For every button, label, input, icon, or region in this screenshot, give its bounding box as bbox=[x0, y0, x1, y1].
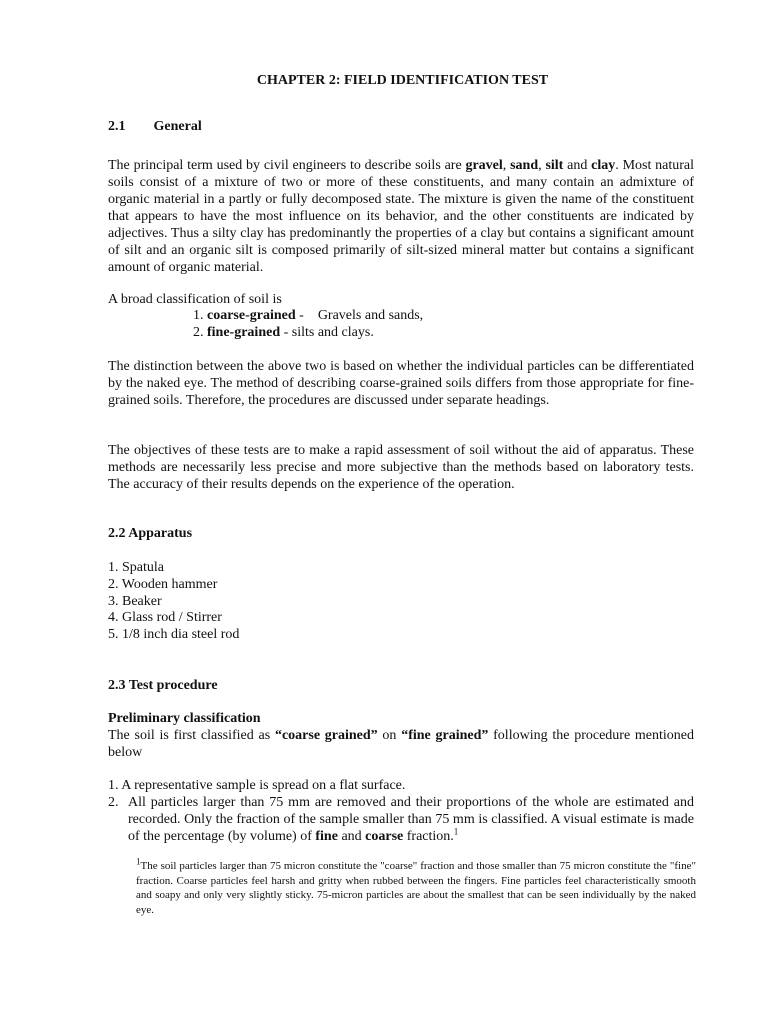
paragraph-distinction: The distinction between the above two is based on whether the individual particles can be differentiated by the naked eye. The method of describing coarse-grained soils differs from those appropriate for fine-grained soils. Therefore, the procedures are discussed under separate headings. bbox=[108, 359, 694, 408]
text-run: on bbox=[377, 728, 402, 743]
section-title: General bbox=[153, 119, 202, 134]
chapter-title: CHAPTER 2: FIELD IDENTIFICATION TEST bbox=[256, 73, 549, 88]
apparatus-item: 3. Beaker bbox=[108, 594, 162, 609]
term-fine-grained-quoted: “fine grained” bbox=[401, 728, 489, 743]
footnote-text: The soil particles larger than 75 micron constitute the "coarse" fraction and those smaller than 75 micron constitute the "fine" fraction. Coarse particles feel harsh and gritty when rubbed between the fingers. Fine particles feel characteristically smooth and soapy and only very slightly sticky. 75-micron particles are about the smallest that can be seen individually by the naked eye. bbox=[136, 860, 696, 916]
term-coarse-grained-quoted: “coarse grained” bbox=[274, 728, 378, 743]
footnote-marker: 1 bbox=[136, 856, 141, 867]
text-run: and bbox=[563, 158, 592, 173]
section-number: 2.1 bbox=[108, 119, 126, 134]
text-run: following the procedure mentioned below bbox=[108, 728, 695, 760]
term-fine: fine bbox=[315, 829, 338, 844]
term-coarse: coarse bbox=[365, 829, 404, 844]
apparatus-item: 4. Glass rod / Stirrer bbox=[108, 610, 222, 625]
footnote bbox=[136, 856, 696, 917]
apparatus-item: 2. Wooden hammer bbox=[108, 577, 218, 592]
paragraph-objectives: The objectives of these tests are to make a rapid assessment of soil without the aid of apparatus. These methods are necessarily less precise and more subjective than the methods based on laboratory tests. The accuracy of their results depends on the experience of the operation. bbox=[108, 443, 694, 492]
text-run: , bbox=[502, 158, 511, 173]
text-run: The soil is first classified as bbox=[108, 728, 275, 743]
classification-item bbox=[193, 307, 423, 324]
text-run: , bbox=[538, 158, 546, 173]
text-run: . Most natural soils consist of a mixture of two or more of these constituents, and many contain an admixture of organic material in a partly or fully decomposed state. The mixture is given the name of the constituent that appears to have the most influence on its behavior, and the other constituents are indicated by adjectives. Thus a silty clay has predominantly the properties of a clay but contains a significant amount of silt and an organic silt is composed primarily of silt-sized mineral matter but contains a significant amount of organic material. bbox=[108, 158, 695, 275]
text-run: and bbox=[337, 829, 366, 844]
step-1: 1. A representative sample is spread on a flat surface. bbox=[108, 778, 406, 793]
text-run: fraction. bbox=[403, 829, 454, 844]
classification-intro: A broad classification of soil is bbox=[108, 292, 282, 307]
classification-item bbox=[193, 324, 374, 341]
footnote-reference[interactable]: 1 bbox=[453, 826, 459, 837]
item-text: - silts and clays. bbox=[280, 325, 374, 340]
paragraph-preliminary bbox=[108, 727, 694, 761]
item-number: 2. bbox=[193, 325, 204, 340]
item-number: 1. bbox=[193, 308, 204, 323]
section-2-1-heading bbox=[108, 119, 202, 135]
step-2-number: 2. bbox=[108, 795, 119, 810]
term-fine-grained: fine-grained bbox=[207, 325, 281, 340]
term-clay: clay bbox=[591, 158, 616, 173]
section-2-2-heading: 2.2 Apparatus bbox=[108, 526, 193, 541]
term-gravel: gravel bbox=[465, 158, 503, 173]
item-text: - Gravels and sands, bbox=[295, 308, 424, 323]
section-2-3-heading: 2.3 Test procedure bbox=[108, 678, 218, 693]
apparatus-item: 5. 1/8 inch dia steel rod bbox=[108, 627, 240, 642]
term-silt: silt bbox=[545, 158, 564, 173]
term-sand: sand bbox=[510, 158, 539, 173]
text-run: The principal term used by civil engineers to describe soils are bbox=[108, 158, 466, 173]
text-run: All particles larger than 75 mm are removed and their proportions of the whole are estimated and recorded. Only the fraction of the sample smaller than 75 mm is classified. A visual estimate is made of the percentage (by volume) of bbox=[128, 795, 694, 844]
term-coarse-grained: coarse-grained bbox=[207, 308, 296, 323]
apparatus-item: 1. Spatula bbox=[108, 560, 164, 575]
preliminary-heading: Preliminary classification bbox=[108, 711, 261, 726]
step-2-text bbox=[128, 794, 694, 845]
paragraph-general bbox=[108, 157, 694, 276]
